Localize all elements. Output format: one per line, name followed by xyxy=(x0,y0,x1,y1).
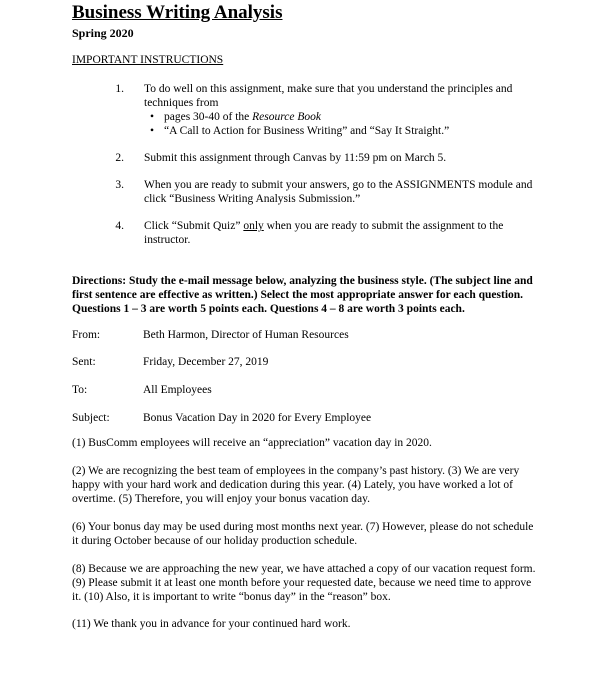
instruction-text xyxy=(144,219,540,247)
instruction-number: 3. xyxy=(115,179,124,191)
email-paragraph-3: (6) Your bonus day may be used during most months next year. (7) However, please do not schedule it during October because of our holiday production schedule. xyxy=(72,521,534,547)
instruction-text xyxy=(144,82,540,138)
instruction-4-text-before: Click “Submit Quiz” xyxy=(144,220,244,232)
directions-text: Directions: Study the e-mail message below, analyzing the business style. (The subject line and first sentence are effective as written.) Select the most appropriate answer for each question. Questions 1 – 3 are worth 5 points each. Questions 4 – 8 are worth 3 points each. xyxy=(72,275,533,315)
email-paragraph-1: (1) BusComm employees will receive an “appreciation” vacation day in 2020. xyxy=(72,437,432,449)
instruction-text: Submit this assignment through Canvas by 11:59 pm on March 5. xyxy=(144,152,447,164)
from-label: From: xyxy=(72,329,101,341)
bullet-text: “A Call to Action for Business Writing” and “Say It Straight.” xyxy=(164,125,450,137)
instruction-4-underlined: only xyxy=(243,220,264,232)
bullet-italic-text: Resource Book xyxy=(252,111,322,123)
bullet-icon: • xyxy=(150,111,155,123)
bullet-text: pages 30-40 of the xyxy=(164,111,253,123)
sent-label: Sent: xyxy=(72,356,96,368)
instruction-4-text-after: when you are ready to submit the assignment to the instructor. xyxy=(144,220,504,246)
document-title: Business Writing Analysis xyxy=(72,2,283,23)
subject-label: Subject: xyxy=(72,412,110,424)
bullet-item xyxy=(144,124,540,138)
instruction-number: 1. xyxy=(115,83,124,95)
from-value: Beth Harmon, Director of Human Resources xyxy=(143,329,349,341)
email-paragraph-2: (2) We are recognizing the best team of employees in the company’s past history. (3) We are very happy with your hard work and dedication during this year. (4) Lately, you have worked a lot of overtime. (5) Therefore, you will enjoy your bonus vacation day. xyxy=(72,465,520,505)
email-paragraph-4: (8) Because we are approaching the new year, we have attached a copy of our vacation request form. (9) Please submit it at least one month before your requested date, because we need time to approve it. (10) Also, it is important to write “bonus day” in the “reason” box. xyxy=(72,563,536,603)
bullet-item xyxy=(144,110,540,124)
instruction-text: When you are ready to submit your answers, go to the ASSIGNMENTS module and click “Business Writing Analysis Submission.” xyxy=(144,179,533,205)
email-paragraph-5: (11) We thank you in advance for your continued hard work. xyxy=(72,618,351,630)
instruction-1-bullets xyxy=(144,110,540,138)
subject-value: Bonus Vacation Day in 2020 for Every Employee xyxy=(143,412,372,424)
instruction-1-text: To do well on this assignment, make sure that you understand the principles and techniques from xyxy=(144,83,513,109)
to-label: To: xyxy=(72,384,88,396)
instruction-number: 4. xyxy=(115,220,124,232)
instructions-heading: IMPORTANT INSTRUCTIONS xyxy=(72,54,224,66)
document-term: Spring 2020 xyxy=(72,26,134,40)
bullet-icon: • xyxy=(150,125,155,137)
sent-value: Friday, December 27, 2019 xyxy=(143,356,269,368)
instruction-number: 2. xyxy=(115,152,124,164)
to-value: All Employees xyxy=(143,384,212,396)
